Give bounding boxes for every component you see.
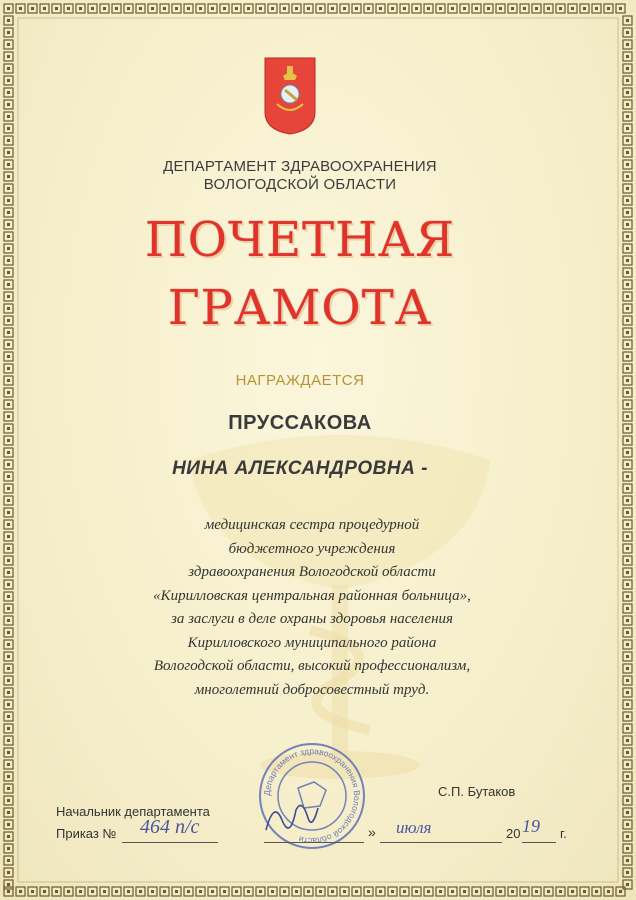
border-tile <box>172 887 181 896</box>
border-tile <box>4 784 13 793</box>
border-tile <box>623 184 632 193</box>
border-tile <box>4 28 13 37</box>
border-tile <box>412 4 421 13</box>
border-tile <box>4 16 13 25</box>
order-number-line <box>122 842 218 843</box>
border-tile <box>160 4 169 13</box>
border-tile <box>496 4 505 13</box>
border-tile <box>256 887 265 896</box>
border-tile <box>4 52 13 61</box>
order-year: 19 <box>522 816 540 836</box>
description-line: за заслуги в деле охраны здоровья населения <box>170 611 454 627</box>
border-tile <box>328 887 337 896</box>
border-tile <box>460 4 469 13</box>
coat-of-arms-icon <box>263 56 317 136</box>
border-tile <box>304 887 313 896</box>
border-tile <box>16 887 25 896</box>
border-tile <box>184 887 193 896</box>
border-tile <box>280 4 289 13</box>
border-tile <box>4 4 13 13</box>
border-tile <box>136 4 145 13</box>
border-tile <box>4 676 13 685</box>
border-tile <box>4 112 13 121</box>
border-tile <box>52 4 61 13</box>
border-tile <box>4 556 13 565</box>
recipient-surname: ПРУССАКОВА <box>228 412 372 434</box>
award-description <box>78 514 546 702</box>
border-tile <box>268 4 277 13</box>
border-tile <box>568 4 577 13</box>
border-tile <box>220 4 229 13</box>
border-tile <box>4 520 13 529</box>
border-tile <box>604 887 613 896</box>
border-tile <box>623 496 632 505</box>
border-tile <box>232 4 241 13</box>
border-tile <box>623 436 632 445</box>
border-tile <box>4 724 13 733</box>
border-tile <box>544 887 553 896</box>
border-tile <box>623 124 632 133</box>
border-tile <box>4 856 13 865</box>
border-tile <box>244 887 253 896</box>
order-day-quote: » <box>368 824 376 840</box>
border-tile <box>4 652 13 661</box>
border-tile <box>580 887 589 896</box>
border-tile <box>280 887 289 896</box>
border-tile <box>4 700 13 709</box>
border-tile <box>4 880 13 889</box>
border-tile <box>484 4 493 13</box>
border-tile <box>220 887 229 896</box>
border-tile <box>623 76 632 85</box>
border-tile <box>352 887 361 896</box>
order-month-line <box>380 842 502 843</box>
border-tile <box>623 160 632 169</box>
border-tile <box>4 196 13 205</box>
border-tile <box>623 676 632 685</box>
border-tile <box>623 868 632 877</box>
border-tile <box>4 580 13 589</box>
border-tile <box>4 508 13 517</box>
border-tile <box>484 887 493 896</box>
border-tile <box>208 887 217 896</box>
border-tile <box>412 887 421 896</box>
border-tile <box>623 760 632 769</box>
border-tile <box>4 772 13 781</box>
border-tile <box>64 4 73 13</box>
border-tile <box>4 844 13 853</box>
border-tile <box>460 887 469 896</box>
border-tile <box>112 887 121 896</box>
border-tile <box>623 352 632 361</box>
border-tile <box>160 887 169 896</box>
border-tile <box>623 652 632 661</box>
border-tile <box>623 280 632 289</box>
border-tile <box>4 352 13 361</box>
order-year-prefix: 20 <box>506 826 521 841</box>
border-tile <box>623 748 632 757</box>
border-tile <box>623 328 632 337</box>
border-tile <box>4 568 13 577</box>
border-tile <box>364 887 373 896</box>
border-tile <box>28 4 37 13</box>
border-tile <box>623 196 632 205</box>
border-tile <box>623 256 632 265</box>
border-tile <box>623 460 632 469</box>
border-tile <box>623 148 632 157</box>
border-tile <box>400 887 409 896</box>
border-tile <box>16 4 25 13</box>
border-tile <box>623 244 632 253</box>
border-tile <box>4 88 13 97</box>
border-tile <box>623 640 632 649</box>
border-tile <box>623 832 632 841</box>
title-line-1: ПОЧЕТНАЯ <box>144 212 456 268</box>
border-tile <box>400 4 409 13</box>
order-number: 464 п/с <box>140 816 200 838</box>
recipient-given-names: НИНА АЛЕКСАНДРОВНА - <box>172 458 428 479</box>
border-tile <box>623 700 632 709</box>
border-tile <box>316 4 325 13</box>
border-tile <box>4 808 13 817</box>
border-tile <box>623 88 632 97</box>
border-tile <box>256 4 265 13</box>
border-tile <box>100 4 109 13</box>
border-tile <box>532 887 541 896</box>
border-tile <box>4 688 13 697</box>
border-tile <box>76 887 85 896</box>
border-tile <box>4 100 13 109</box>
border-tile <box>472 4 481 13</box>
awarded-label: НАГРАЖДАЕТСЯ <box>235 372 365 389</box>
border-tile <box>623 568 632 577</box>
border-tile <box>592 4 601 13</box>
border-tile <box>4 748 13 757</box>
border-tile <box>623 40 632 49</box>
border-tile <box>623 100 632 109</box>
border-tile <box>196 887 205 896</box>
order-month: июля <box>396 818 432 837</box>
description-line: «Кирилловская центральная районная больница», <box>153 587 471 604</box>
border-tile <box>623 784 632 793</box>
border-tile <box>4 136 13 145</box>
border-tile <box>4 484 13 493</box>
border-tile <box>4 887 13 896</box>
border-tile <box>268 887 277 896</box>
border-tile <box>376 4 385 13</box>
border-tile <box>88 4 97 13</box>
border-tile <box>196 4 205 13</box>
order-year-line <box>522 842 556 843</box>
border-tile <box>623 820 632 829</box>
border-tile <box>40 4 49 13</box>
border-tile <box>4 868 13 877</box>
border-tile <box>316 887 325 896</box>
border-tile <box>623 208 632 217</box>
border-tile <box>623 364 632 373</box>
border-tile <box>124 887 133 896</box>
border-tile <box>623 316 632 325</box>
border-tile <box>623 268 632 277</box>
border-tile <box>184 4 193 13</box>
border-tile <box>616 4 625 13</box>
border-tile <box>4 616 13 625</box>
border-tile <box>208 4 217 13</box>
border-tile <box>4 124 13 133</box>
border-tile <box>52 887 61 896</box>
border-tile <box>623 556 632 565</box>
border-tile <box>148 887 157 896</box>
border-tile <box>376 887 385 896</box>
border-tile <box>623 52 632 61</box>
border-tile <box>304 4 313 13</box>
border-tile <box>328 4 337 13</box>
border-tile <box>4 820 13 829</box>
border-tile <box>623 136 632 145</box>
border-tile <box>623 400 632 409</box>
border-tile <box>623 544 632 553</box>
border-tile <box>4 544 13 553</box>
border-tile <box>580 4 589 13</box>
department-line-1: ДЕПАРТАМЕНТ ЗДРАВООХРАНЕНИЯ <box>163 158 437 175</box>
description-line: здравоохранения Вологодской области <box>188 564 436 580</box>
border-tile <box>623 448 632 457</box>
border-tile <box>623 520 632 529</box>
order-year-unit: г. <box>560 826 567 841</box>
border-tile <box>623 508 632 517</box>
border-tile <box>623 16 632 25</box>
border-tile <box>472 887 481 896</box>
border-tile <box>623 592 632 601</box>
border-tile <box>623 796 632 805</box>
border-tile <box>623 376 632 385</box>
stamp-text: Департамент здравоохранения Вологодской области <box>261 745 363 847</box>
border-tile <box>448 887 457 896</box>
border-tile <box>4 592 13 601</box>
border-tile <box>623 688 632 697</box>
border-tile <box>623 388 632 397</box>
border-tile <box>623 28 632 37</box>
border-tile <box>520 887 529 896</box>
border-tile <box>623 712 632 721</box>
border-tile <box>623 736 632 745</box>
border-tile <box>448 4 457 13</box>
border-tile <box>623 484 632 493</box>
head-title: Начальник департамента <box>56 804 210 819</box>
border-tile <box>28 887 37 896</box>
description-line: медицинская сестра процедурной <box>204 517 420 533</box>
border-tile <box>244 4 253 13</box>
border-tile <box>556 887 565 896</box>
border-tile <box>340 4 349 13</box>
title-line-2: ГРАМОТА <box>167 280 433 336</box>
border-tile <box>4 832 13 841</box>
signature <box>262 790 322 840</box>
border-tile <box>4 436 13 445</box>
border-tile <box>623 292 632 301</box>
border-tile <box>623 304 632 313</box>
border-tile <box>623 220 632 229</box>
border-tile <box>4 664 13 673</box>
border-tile <box>508 887 517 896</box>
border-tile <box>623 844 632 853</box>
border-tile <box>4 268 13 277</box>
border-tile <box>4 604 13 613</box>
description-line: многолетний добросовестный труд. <box>194 681 430 698</box>
border-tile <box>592 887 601 896</box>
border-tile <box>136 887 145 896</box>
border-tile <box>532 4 541 13</box>
border-tile <box>4 76 13 85</box>
border-tile <box>623 532 632 541</box>
border-tile <box>76 4 85 13</box>
border-tile <box>4 448 13 457</box>
border-tile <box>623 232 632 241</box>
border-tile <box>544 4 553 13</box>
border-tile <box>4 532 13 541</box>
border-tile <box>623 112 632 121</box>
border-tile <box>520 4 529 13</box>
border-tile <box>623 808 632 817</box>
border-tile <box>4 40 13 49</box>
border-tile <box>292 887 301 896</box>
border-tile <box>623 340 632 349</box>
border-tile <box>623 472 632 481</box>
border-tile <box>556 4 565 13</box>
border-tile <box>508 4 517 13</box>
border-tile <box>616 887 625 896</box>
border-tile <box>172 4 181 13</box>
border-tile <box>4 64 13 73</box>
border-tile <box>623 724 632 733</box>
description-line: Вологодской области, высокий профессионализм, <box>153 658 471 674</box>
border-tile <box>232 887 241 896</box>
border-tile <box>436 887 445 896</box>
border-tile <box>292 4 301 13</box>
border-tile <box>623 772 632 781</box>
order-label: Приказ № <box>56 826 117 841</box>
border-tile <box>623 880 632 889</box>
border-tile <box>40 887 49 896</box>
border-tile <box>604 4 613 13</box>
border-tile <box>623 64 632 73</box>
border-tile <box>388 4 397 13</box>
border-tile <box>64 887 73 896</box>
border-tile <box>364 4 373 13</box>
border-tile <box>4 640 13 649</box>
border-tile <box>4 736 13 745</box>
border-tile <box>4 400 13 409</box>
border-tile <box>4 496 13 505</box>
border-tile <box>4 796 13 805</box>
border-tile <box>424 887 433 896</box>
border-tile <box>623 856 632 865</box>
border-tile <box>4 628 13 637</box>
border-tile <box>4 760 13 769</box>
border-tile <box>623 604 632 613</box>
border-tile <box>424 4 433 13</box>
border-tile <box>4 712 13 721</box>
border-tile <box>124 4 133 13</box>
border-tile <box>340 887 349 896</box>
border-tile <box>436 4 445 13</box>
border-tile <box>4 388 13 397</box>
border-tile <box>100 887 109 896</box>
description-line: бюджетного учреждения <box>228 540 396 557</box>
border-tile <box>623 664 632 673</box>
border-tile <box>4 340 13 349</box>
border-tile <box>148 4 157 13</box>
border-tile <box>623 616 632 625</box>
border-tile <box>623 628 632 637</box>
department-line-2: ВОЛОГОДСКОЙ ОБЛАСТИ <box>203 176 397 193</box>
order-day-line <box>264 842 364 843</box>
border-tile <box>112 4 121 13</box>
border-tile <box>623 172 632 181</box>
signer-name: С.П. Бутаков <box>438 784 516 799</box>
border-tile <box>4 148 13 157</box>
border-tile <box>568 887 577 896</box>
border-tile <box>623 424 632 433</box>
border-tile <box>623 412 632 421</box>
description-line: Кирилловского муниципального района <box>187 634 437 651</box>
border-tile <box>388 887 397 896</box>
border-tile <box>496 887 505 896</box>
border-tile <box>623 580 632 589</box>
border-tile <box>88 887 97 896</box>
border-tile <box>352 4 361 13</box>
